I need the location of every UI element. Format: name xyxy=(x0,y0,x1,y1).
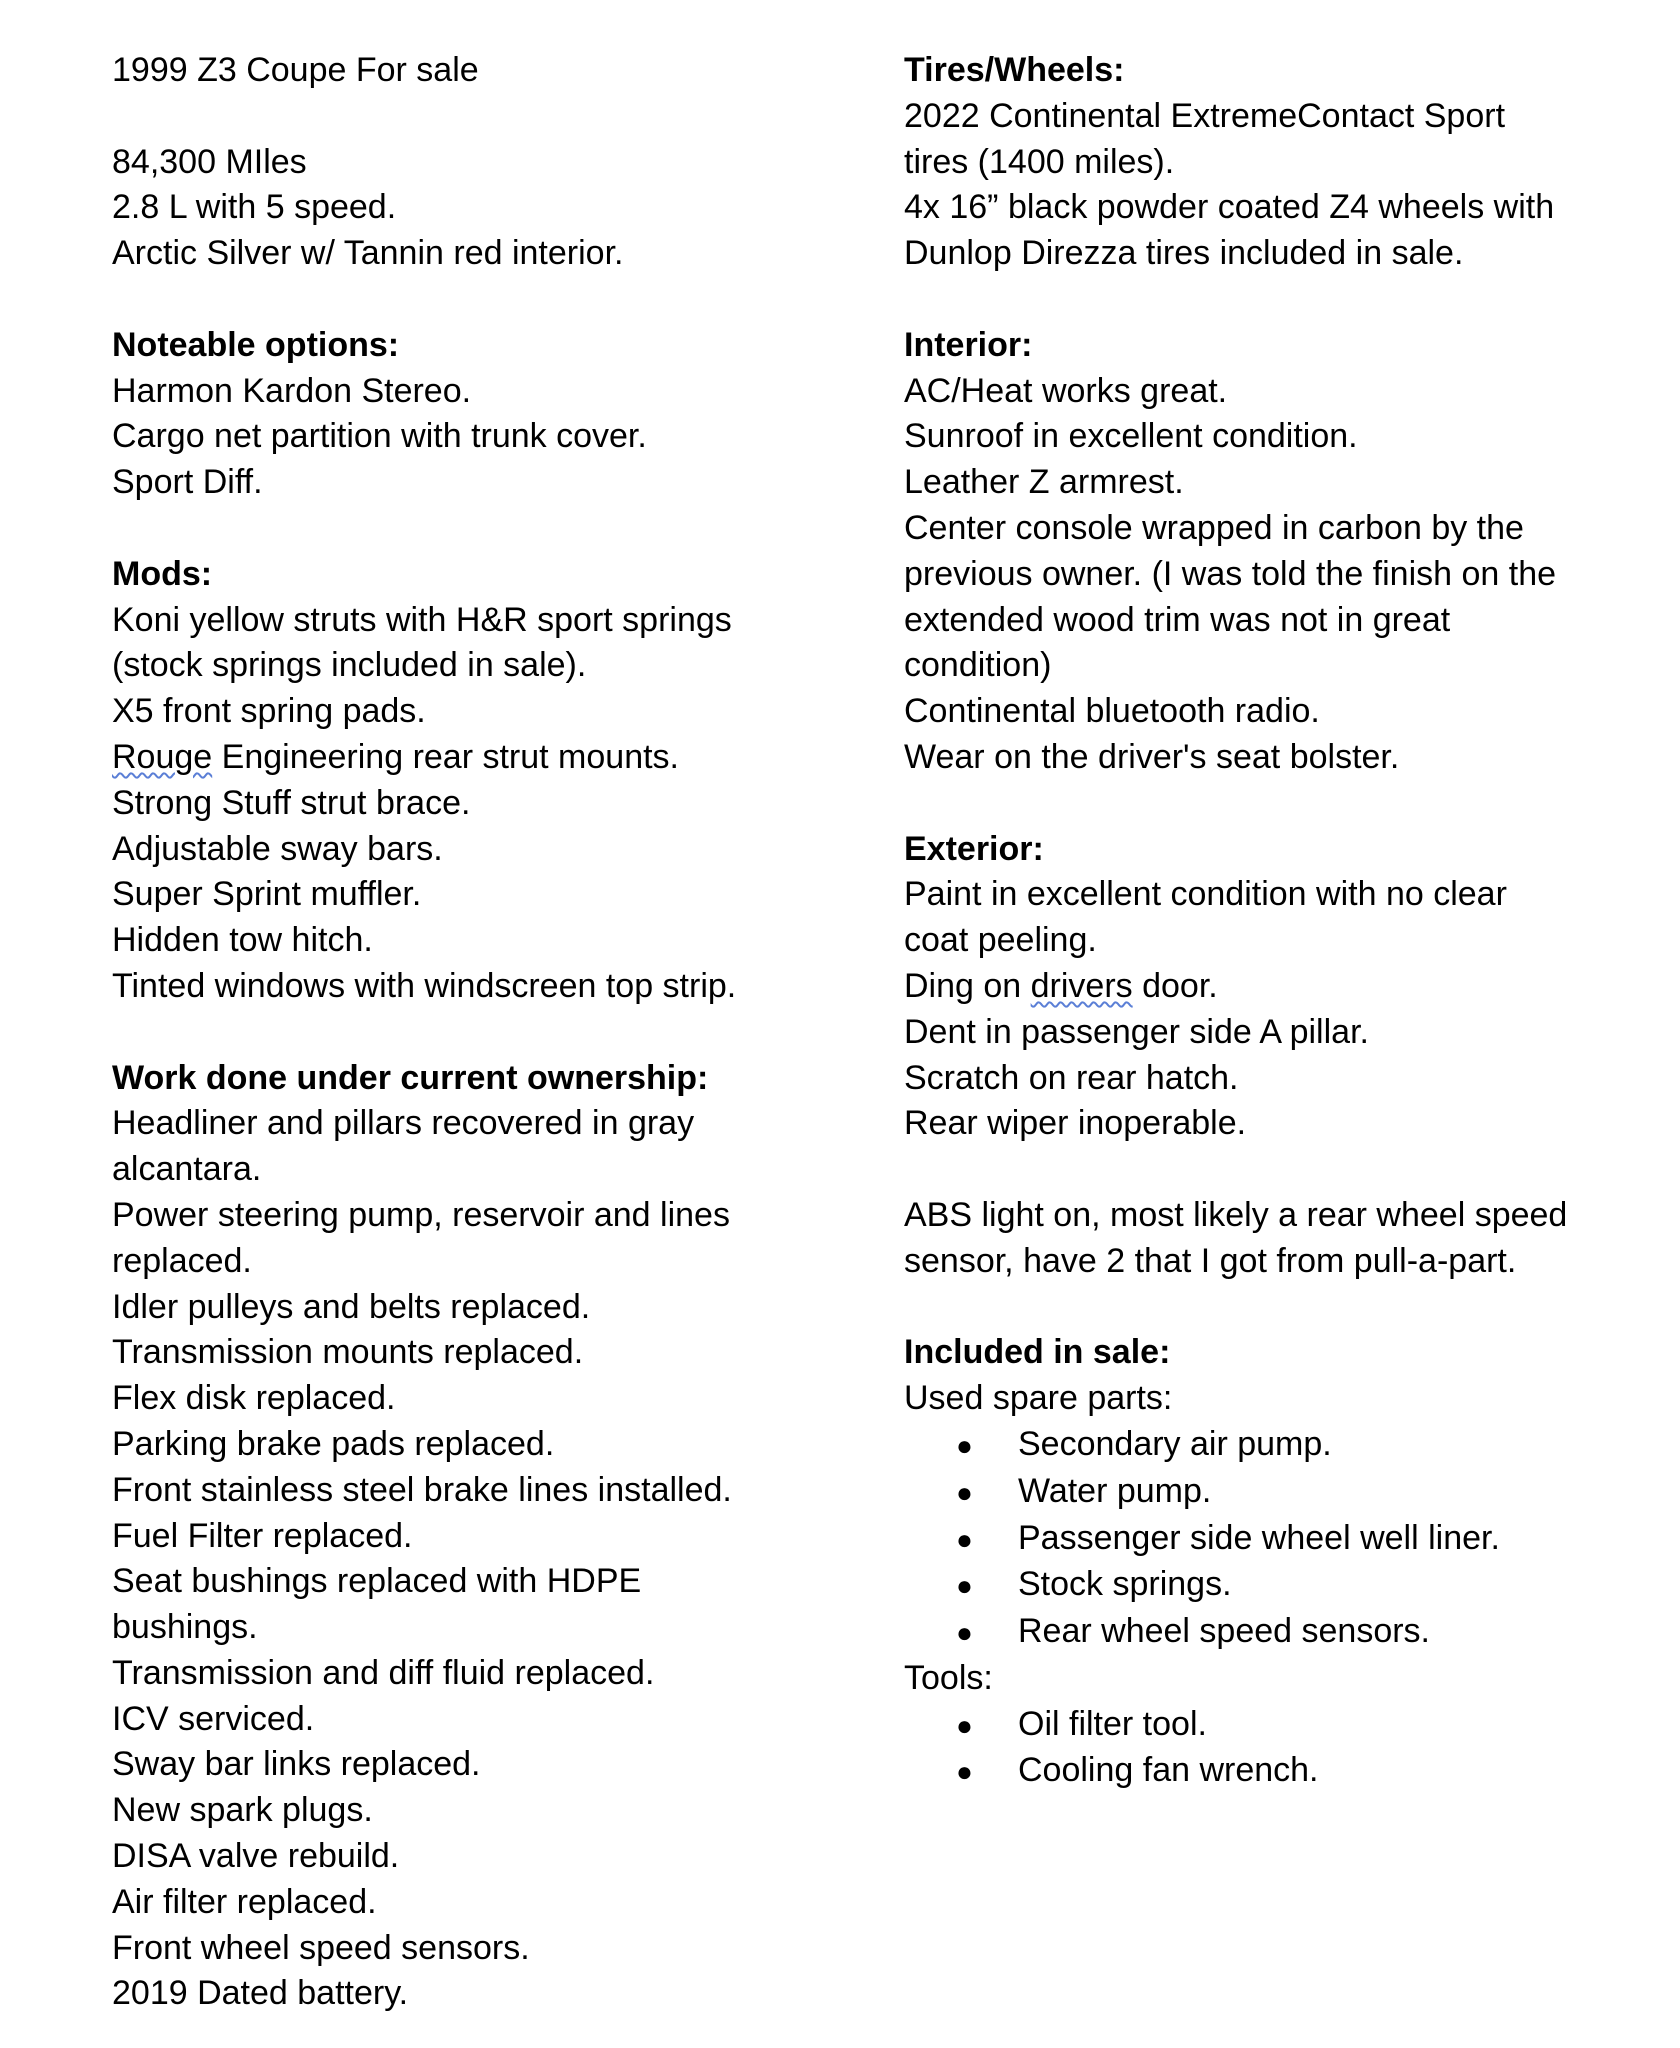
mods-line-rest: Engineering rear strut mounts. xyxy=(212,737,679,776)
bullet-text: Secondary air pump. xyxy=(1018,1424,1332,1463)
bullet-text: Cooling fan wrench. xyxy=(1018,1751,1319,1790)
work-line: Flex disk replaced. xyxy=(112,1379,396,1418)
work-line: Air filter replaced. xyxy=(112,1882,377,1921)
tires-line: Dunlop Direzza tires included in sale. xyxy=(904,234,1464,273)
mods-line: Tinted windows with windscreen top strip. xyxy=(112,966,737,1005)
color-text: Arctic Silver w/ Tannin red interior. xyxy=(112,234,624,273)
interior-line: Continental bluetooth radio. xyxy=(904,692,1320,731)
interior-line: previous owner. (I was told the finish on the xyxy=(904,554,1557,593)
bullet-text: Oil filter tool. xyxy=(1018,1704,1207,1743)
mods-line: Adjustable sway bars. xyxy=(112,829,443,868)
options-line: Sport Diff. xyxy=(112,463,263,502)
tires-heading: Tires/Wheels: xyxy=(904,51,1125,89)
bullet-icon: ● xyxy=(956,1756,973,1788)
work-line: Power steering pump, reservoir and lines xyxy=(112,1195,730,1234)
bullet-item xyxy=(904,1702,1624,1749)
bullet-item xyxy=(904,1562,1624,1609)
work-heading: Work done under current ownership: xyxy=(112,1058,709,1097)
interior-line: AC/Heat works great. xyxy=(904,371,1228,410)
bullet-icon: ● xyxy=(956,1476,973,1508)
work-line: Front wheel speed sensors. xyxy=(112,1928,530,1967)
spacer xyxy=(904,1147,1624,1193)
included-heading: Included in sale: xyxy=(904,1333,1171,1372)
left-column xyxy=(112,48,812,2017)
spellcheck-word[interactable]: Rouge xyxy=(112,737,213,776)
tires-line: 2022 Continental ExtremeContact Sport xyxy=(904,96,1506,135)
interior-line: Sunroof in excellent condition. xyxy=(904,417,1358,456)
work-line: Sway bar links replaced. xyxy=(112,1745,481,1784)
interior-line: extended wood trim was not in great xyxy=(904,600,1451,639)
bullet-icon: ● xyxy=(956,1709,973,1741)
bullet-item xyxy=(904,1748,1624,1795)
right-column xyxy=(904,48,1624,1795)
work-line: Transmission and diff fluid replaced. xyxy=(112,1653,655,1692)
work-line: DISA valve rebuild. xyxy=(112,1837,400,1876)
exterior-line: Paint in excellent condition with no clear xyxy=(904,875,1507,914)
exterior-line: Rear wiper inoperable. xyxy=(904,1104,1247,1143)
tires-line: tires (1400 miles). xyxy=(904,142,1175,181)
exterior-line: Dent in passenger side A pillar. xyxy=(904,1012,1369,1051)
spacer xyxy=(112,1010,812,1056)
spacer xyxy=(904,277,1624,323)
interior-line: Wear on the driver's seat bolster. xyxy=(904,737,1400,776)
spellcheck-word[interactable]: drivers xyxy=(1030,966,1133,1005)
mods-heading: Mods: xyxy=(112,554,213,593)
exterior-heading: Exterior: xyxy=(904,829,1044,868)
abs-line: sensor, have 2 that I got from pull-a-part. xyxy=(904,1241,1517,1280)
spacer xyxy=(904,1285,1624,1331)
work-line: ICV serviced. xyxy=(112,1699,315,1738)
work-line: Transmission mounts replaced. xyxy=(112,1333,584,1372)
work-line: Headliner and pillars recovered in gray xyxy=(112,1104,695,1143)
exterior-line: coat peeling. xyxy=(904,921,1097,960)
listing-title: 1999 Z3 Coupe For sale xyxy=(112,51,479,89)
work-line: Seat bushings replaced with HDPE xyxy=(112,1562,642,1601)
options-line: Harmon Kardon Stereo. xyxy=(112,371,472,410)
work-line: 2019 Dated battery. xyxy=(112,1974,409,2013)
exterior-line-start: Ding on xyxy=(904,966,1031,1005)
mods-line: (stock springs included in sale). xyxy=(112,646,587,685)
bullet-item xyxy=(904,1469,1624,1516)
bullet-icon: ● xyxy=(956,1523,973,1555)
exterior-line xyxy=(904,964,1624,1010)
spacer xyxy=(112,94,812,140)
mods-line xyxy=(112,735,812,781)
engine-text: 2.8 L with 5 speed. xyxy=(112,188,397,227)
exterior-line-end: door. xyxy=(1132,966,1218,1005)
bullet-icon: ● xyxy=(956,1617,973,1649)
work-line: Front stainless steel brake lines installed. xyxy=(112,1470,732,1509)
work-line: New spark plugs. xyxy=(112,1791,373,1830)
mods-line: Strong Stuff strut brace. xyxy=(112,783,471,822)
work-line: Idler pulleys and belts replaced. xyxy=(112,1287,591,1326)
bullet-icon: ● xyxy=(956,1429,973,1461)
options-heading: Noteable options: xyxy=(112,325,400,364)
spacer xyxy=(112,506,812,552)
options-line: Cargo net partition with trunk cover. xyxy=(112,417,647,456)
bullet-text: Stock springs. xyxy=(1018,1565,1232,1604)
work-line: Parking brake pads replaced. xyxy=(112,1424,555,1463)
interior-heading: Interior: xyxy=(904,325,1033,364)
spacer xyxy=(904,781,1624,827)
spare-parts-label: Used spare parts: xyxy=(904,1379,1173,1418)
bullet-text: Water pump. xyxy=(1018,1471,1212,1510)
interior-line: condition) xyxy=(904,646,1052,685)
work-line: replaced. xyxy=(112,1241,252,1280)
tires-line: 4x 16” black powder coated Z4 wheels with xyxy=(904,188,1555,227)
work-line: Fuel Filter replaced. xyxy=(112,1516,413,1555)
tools-label: Tools: xyxy=(904,1658,993,1697)
abs-line: ABS light on, most likely a rear wheel speed xyxy=(904,1195,1568,1234)
mods-line: Super Sprint muffler. xyxy=(112,875,422,914)
mods-line: Koni yellow struts with H&R sport springs xyxy=(112,600,732,639)
interior-line: Leather Z armrest. xyxy=(904,463,1184,502)
mileage-text: 84,300 MIles xyxy=(112,142,307,181)
mods-line: Hidden tow hitch. xyxy=(112,921,373,960)
bullet-text: Rear wheel speed sensors. xyxy=(1018,1612,1431,1651)
interior-line: Center console wrapped in carbon by the xyxy=(904,508,1524,547)
exterior-line: Scratch on rear hatch. xyxy=(904,1058,1239,1097)
bullet-text: Passenger side wheel well liner. xyxy=(1018,1518,1500,1557)
work-line: alcantara. xyxy=(112,1150,262,1189)
bullet-icon: ● xyxy=(956,1570,973,1602)
spacer xyxy=(112,277,812,323)
bullet-item xyxy=(904,1609,1624,1656)
work-line: bushings. xyxy=(112,1608,258,1647)
bullet-item xyxy=(904,1516,1624,1563)
mods-line: X5 front spring pads. xyxy=(112,692,426,731)
bullet-item xyxy=(904,1422,1624,1469)
